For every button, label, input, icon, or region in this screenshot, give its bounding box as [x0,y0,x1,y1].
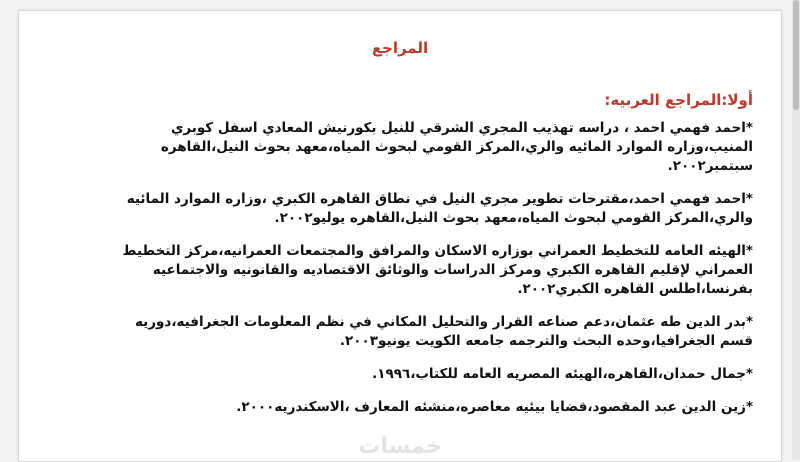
reference-item: *بدر الدين طه عثمان،دعم صناعه القرار والتحليل المكاني في نظم المعلومات الجغرافيه،دوريه قسم الجغرافيا،وحده البحث والترجمه جامعه الكويت يونيو٢٠٠٣. [134,314,753,349]
reference-item: *جمال حمدان،القاهره،الهيئه المصريه العامه للكتاب،١٩٩٦. [372,366,753,382]
scrollbar-thumb[interactable] [793,0,799,110]
section-heading: أولا:المراجع العربيه: [604,91,753,109]
vertical-scrollbar[interactable] [792,0,800,460]
watermark-logo: خمسات [358,434,442,459]
references-list [103,119,753,431]
reference-item: *الهيئه العامه للتخطيط العمراني بوزاره الاسكان والمرافق والمجتمعات العمرانيه،مركز التخطيط العمراني لإقليم القاهره الكبري ومركز الدراسات والوثائق الاقتصاديه والقانونيه والاجتماعيه بفرنسا،اطلس القاهره الكبري٢٠٠٢. [122,243,753,297]
reference-item: *زين الدين عبد المقصود،قضايا بيئيه معاصره،منشئه المعارف ،الاسكندريه٢٠٠٠. [236,399,753,415]
document-page [18,10,782,462]
document-title: المراجع [371,39,429,57]
reference-item: *احمد فهمي احمد ، دراسه تهذيب المجري الشرقي للنيل بكورنيش المعادي اسفل كوبري المنيب،وزاره الموارد المائيه والري،المركز القومي لبحوث المياه،معهد بحوث النيل،القاهره سبتمبر٢٠٠٢. [160,120,753,174]
reference-item: *احمد فهمي احمد،مقترحات تطوير مجري النيل في نطاق القاهره الكبري ،وزاره الموارد المائيه والري،المركز القومي لبحوث المياه،معهد بحوث النيل،القاهره يوليو٢٠٠٢. [126,191,753,226]
